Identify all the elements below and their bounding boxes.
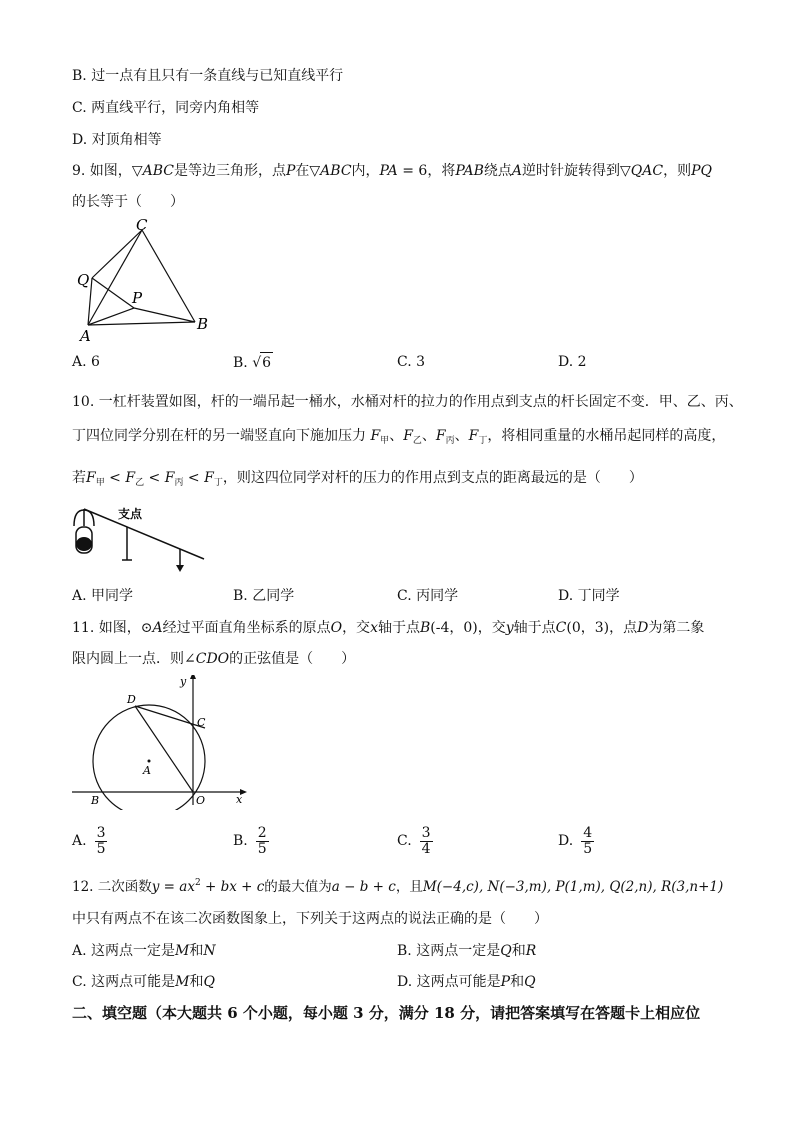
q10-option-d: D. 丁同学 (558, 588, 620, 604)
triangle-symbol: ▽ (309, 163, 321, 179)
arrow-down-icon (176, 565, 184, 572)
q9-option-c: C. 3 (397, 354, 426, 370)
label-b: B (91, 794, 100, 807)
q12-option-a: A. 这两点一定是M和N (72, 943, 216, 959)
fraction: $\frac{3}{5}$ (96, 824, 106, 857)
label-a: A (80, 327, 91, 345)
q9-option-b: B. √6 (233, 352, 273, 373)
label-b: B (197, 315, 209, 333)
fraction: $\frac{4}{5}$ (583, 824, 593, 857)
y-axis-arrow-icon (190, 675, 196, 679)
section-2-heading: 二、填空题（本大题共 6 个小题，每小题 3 分，满分 18 分，请把答案填写在答题卡上相应位 (72, 1004, 701, 1022)
triangle-symbol: ▽ (131, 163, 143, 179)
option-d-prev: D. 对顶角相等 (72, 132, 162, 148)
label-o: O (196, 794, 206, 807)
q12-option-d: D. 这两点可能是P和Q (397, 974, 536, 990)
q10-option-a: A. 甲同学 (72, 588, 134, 604)
q12-stem-line1: 12. 二次函数$y = ax^2$ + bx + c的最大值为a − b + c，且M(−4,c), N(−3,m), P(1,m), Q(2,n), R(3,n+1) (72, 878, 724, 895)
fulcrum-label: 支点 (118, 507, 143, 521)
q9-stem-line1: 9. 如图，▽ABC是等边三角形，点P在▽ABC内，PA = 6，将PAB绕点A逆时针旋转得到▽QAC，则PQ (72, 163, 713, 179)
q10-stem-line1: 10. 一杠杆装置如图，杆的一端吊起一桶水，水桶对杆的拉力的作用点到支点的杆长固定不变．甲、乙、丙、 (72, 394, 743, 410)
triangle-symbol: ▽ (620, 163, 631, 179)
q9-option-d: D. 2 (558, 354, 587, 370)
q11-option-b: B. $\frac{2}{5}$ (233, 824, 267, 857)
fraction: $\frac{3}{4}$ (421, 824, 431, 857)
q9-stem-line2: 的长等于（ ） (72, 194, 184, 210)
q11-option-a: A. $\frac{3}{5}$ (72, 824, 106, 857)
label-a: A (143, 764, 151, 777)
q10-stem-line2: 丁四位同学分别在杆的另一端竖直向下施加压力 $F_甲$、$F_乙$、$F_丙$、$F_丁$，将相同重量的水桶吊起同样的高度， (72, 428, 726, 446)
q10-stem-line3: 若$F_甲 < F_乙 < F_丙 < F_丁$，则这四位同学对杆的压力的作用点到支点的距离最远的是（ ） (72, 470, 643, 488)
q12-option-b: B. 这两点一定是Q和R (397, 943, 537, 959)
fraction: $\frac{2}{5}$ (257, 824, 267, 857)
label-c: C (197, 716, 206, 729)
water-bucket (76, 537, 92, 551)
label-x: x (236, 793, 243, 806)
label-p: P (132, 289, 143, 307)
q11-figure (72, 675, 252, 810)
label-q: Q (77, 271, 90, 289)
q10-lever-figure (72, 500, 212, 580)
q11-option-d: D. $\frac{4}{5}$ (558, 824, 593, 857)
q11-stem-line2: 限内圆上一点．则∠CDO的正弦值是（ ） (72, 651, 356, 667)
q12-stem-line2: 中只有两点不在该二次函数图象上，下列关于这两点的说法正确的是（ ） (72, 911, 548, 927)
label-d: D (127, 693, 136, 706)
q10-option-b: B. 乙同学 (233, 588, 295, 604)
q10-option-c: C. 丙同学 (397, 588, 459, 604)
q9-figure (72, 215, 222, 345)
option-c-prev: C. 两直线平行，同旁内角相等 (72, 100, 260, 116)
center-point (148, 760, 151, 763)
q11-option-c: C. $\frac{3}{4}$ (397, 824, 431, 857)
q11-stem-line1: 11. 如图，⊙A经过平面直角坐标系的原点O，交x轴于点B(-4，0)，交y轴于点C(0，3)，点D为第二象 (72, 620, 705, 636)
q9-option-a: A. 6 (72, 354, 100, 370)
label-c: C (136, 216, 148, 234)
q12-option-c: C. 这两点可能是M和Q (72, 974, 215, 990)
sqrt-icon: √ (252, 355, 262, 371)
label-y: y (180, 675, 187, 688)
option-b-prev: B. 过一点有且只有一条直线与已知直线平行 (72, 68, 344, 84)
